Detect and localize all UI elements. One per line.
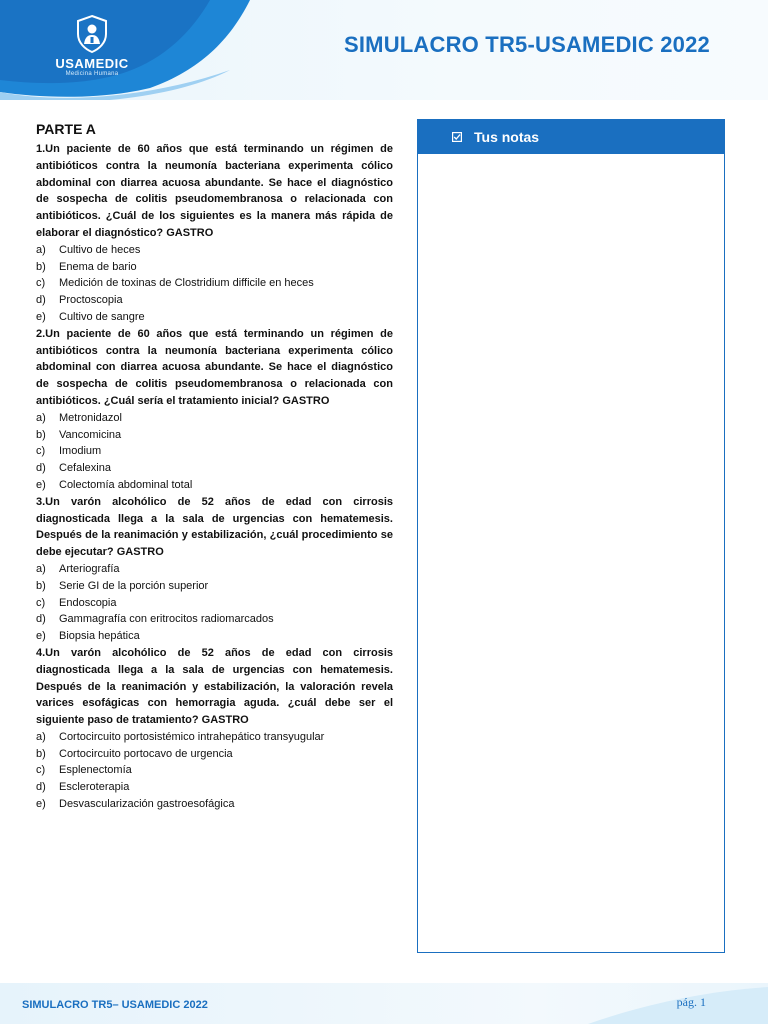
option-letter: c) (36, 277, 46, 290)
section-title: PARTE A (36, 121, 96, 137)
footer-text: SIMULACRO TR5– USAMEDIC 2022 (22, 999, 208, 1011)
option-item[interactable] (36, 410, 393, 427)
page-footer (0, 983, 768, 1024)
logo-brand-text: USAMEDIC (55, 56, 129, 71)
notes-header (418, 120, 724, 154)
option-letter: b) (36, 428, 46, 441)
question-text: 2.Un paciente de 60 años que está terminando un régimen de antibióticos contra la neumonía bacteriana experimenta cólico abdominal con diarrea acuosa abundante. Se hace el diagnóstico de sospecha de colitis pseudomembranosa o relacionada con antibióticos. ¿Cuál sería el tratamiento inicial? GASTRO (36, 327, 393, 407)
question-block (36, 326, 393, 494)
option-letter: b) (36, 260, 46, 273)
notes-title: Tus notas (474, 129, 540, 145)
option-item[interactable] (36, 729, 393, 746)
option-text: Medición de toxinas de Clostridium difficile en heces (59, 277, 314, 290)
shield-logo-icon (74, 14, 110, 54)
option-item[interactable] (36, 443, 393, 460)
option-item[interactable] (36, 628, 393, 645)
option-letter: a) (36, 562, 46, 575)
option-text: Imodium (59, 445, 102, 458)
option-item[interactable] (36, 275, 393, 292)
option-letter: a) (36, 243, 46, 256)
option-letter: c) (36, 764, 46, 777)
option-text: Cortocircuito portocavo de urgencia (59, 747, 233, 760)
option-item[interactable] (36, 746, 393, 763)
option-letter: e) (36, 478, 46, 491)
option-item[interactable] (36, 561, 393, 578)
option-item[interactable] (36, 762, 393, 779)
question-block (36, 645, 393, 813)
option-item[interactable] (36, 796, 393, 813)
option-letter: b) (36, 579, 46, 592)
option-text: Serie GI de la porción superior (59, 579, 209, 592)
option-letter: e) (36, 630, 46, 643)
option-text: Enema de bario (59, 260, 137, 273)
document-title: SIMULACRO TR5-USAMEDIC 2022 (343, 32, 710, 57)
option-list (36, 242, 393, 326)
option-text: Desvascularización gastroesofágica (59, 798, 235, 811)
option-letter: c) (36, 596, 46, 609)
option-list (36, 561, 393, 645)
checkbox-icon (452, 132, 462, 142)
option-text: Vancomicina (59, 428, 122, 441)
question-text: 1.Un paciente de 60 años que está terminando un régimen de antibióticos contra la neumonía bacteriana experimenta cólico abdominal con diarrea acuosa abundante. Se hace el diagnóstico de sospecha de colitis pseudomembranosa o relacionada con antibióticos. ¿Cuál de los siguientes es la manera más rápida de elaborar el diagnóstico? GASTRO (36, 143, 393, 239)
option-item[interactable] (36, 779, 393, 796)
option-text: Cortocircuito portosistémico intrahepático transyugular (59, 730, 325, 743)
option-text: Colectomía abdominal total (59, 478, 193, 491)
option-letter: e) (36, 310, 46, 323)
option-item[interactable] (36, 427, 393, 444)
option-letter: a) (36, 411, 46, 424)
question-text: 4.Un varón alcohólico de 52 años de edad con cirrosis diagnosticada llega a la sala de urgencias con hematemesis. Después de la reanimación y estabilización, la valoración revela varices esofágicas con hemorragia aguda. ¿cuál debe ser el siguiente paso de tratamiento? GASTRO (36, 646, 393, 727)
option-text: Biopsia hepática (59, 630, 140, 643)
option-letter: b) (36, 747, 46, 760)
footer-swoosh (468, 983, 768, 1024)
option-letter: d) (36, 613, 46, 626)
page-header (0, 0, 768, 100)
option-item[interactable] (36, 460, 393, 477)
option-text: Cultivo de heces (59, 243, 141, 256)
option-letter: d) (36, 781, 46, 794)
option-list (36, 729, 393, 813)
question-block (36, 141, 393, 326)
question-text: 3.Un varón alcohólico de 52 años de edad con cirrosis diagnosticada llega a la sala de urgencias con hematemesis. Después de la reanimación y estabilización, ¿cuál procedimiento se debe ejecutar? GASTRO (36, 495, 393, 559)
option-letter: d) (36, 462, 46, 475)
option-text: Escleroterapia (59, 781, 130, 794)
option-letter: a) (36, 730, 46, 743)
option-text: Proctoscopia (59, 294, 123, 307)
option-letter: e) (36, 798, 46, 811)
option-letter: d) (36, 294, 46, 307)
option-item[interactable] (36, 477, 393, 494)
exam-content (36, 120, 393, 813)
notes-panel[interactable] (417, 119, 725, 953)
page-number: pág. 1 (676, 995, 706, 1009)
question-block (36, 494, 393, 645)
option-item[interactable] (36, 595, 393, 612)
option-text: Endoscopia (59, 596, 117, 609)
usamedic-logo (52, 14, 132, 77)
option-item[interactable] (36, 242, 393, 259)
option-item[interactable] (36, 309, 393, 326)
option-text: Esplenectomía (59, 764, 132, 777)
option-item[interactable] (36, 578, 393, 595)
option-item[interactable] (36, 611, 393, 628)
option-list (36, 410, 393, 494)
option-item[interactable] (36, 259, 393, 276)
option-text: Cefalexina (59, 462, 111, 475)
option-text: Arteriografía (59, 562, 120, 575)
option-item[interactable] (36, 292, 393, 309)
option-text: Cultivo de sangre (59, 310, 145, 323)
option-letter: c) (36, 445, 46, 458)
option-text: Metronidazol (59, 411, 122, 424)
option-text: Gammagrafía con eritrocitos radiomarcados (59, 613, 274, 626)
logo-tagline: Medicina Humana (65, 71, 119, 77)
